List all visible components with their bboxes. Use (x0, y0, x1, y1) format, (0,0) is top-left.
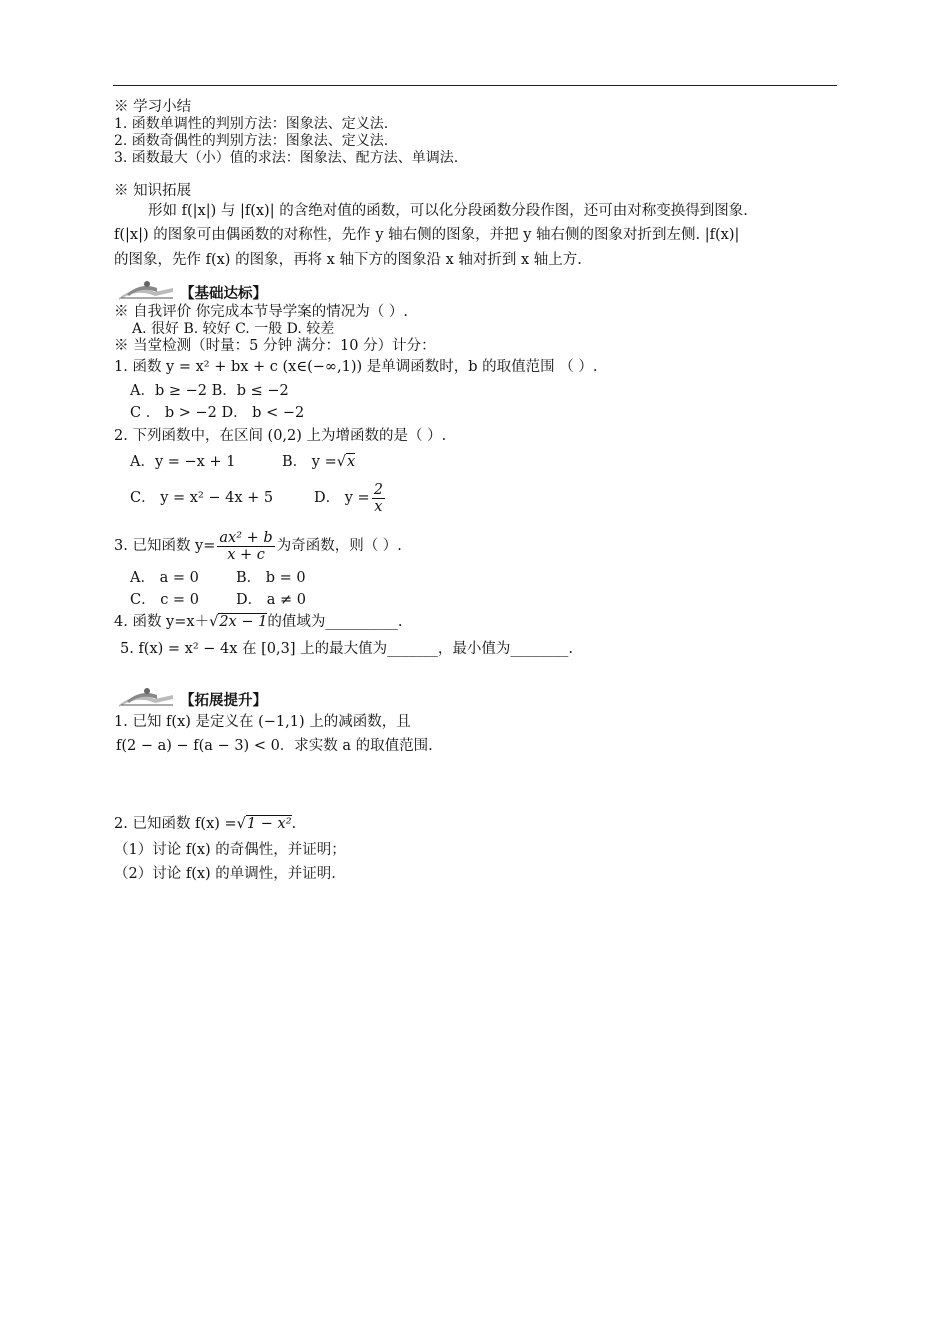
test-info-line: ※ 当堂检测（时量：5 分钟 满分：10 分）计分： (114, 338, 436, 354)
summary-heading: ※ 学习小结 (114, 99, 192, 115)
advanced-section-title: 【拓展提升】 (180, 692, 267, 709)
extension-paragraph-line: 形如 f(|x|) 与 |f(x)| 的含绝对值的函数，可以化分段函数分段作图，还可由对称变换得到图象. (148, 203, 748, 219)
advanced-question-2-part-2: （2）讨论 f(x) 的单调性，并证明. (114, 866, 336, 882)
extension-heading: ※ 知识拓展 (114, 183, 192, 199)
radicand: 1 − x² (246, 816, 292, 832)
question-4-suffix: 的值域为__________. (267, 614, 403, 630)
question-2-option-d (314, 480, 387, 516)
option-label: B． y = (282, 454, 337, 470)
question-3-prefix: 3. 已知函数 y= (114, 538, 216, 554)
book-reader-icon (117, 278, 175, 300)
self-evaluation-line: ※ 自我评价 你完成本节导学案的情况为（ ）. (114, 304, 408, 320)
summary-item: 3. 函数最大（小）值的求法：图象法、配方法、单调法. (114, 150, 459, 166)
question-3-option-b: B． b = 0 (236, 570, 306, 586)
question-2-option-c: C． y = x² − 4x + 5 (130, 490, 274, 506)
question-3 (114, 528, 402, 564)
advanced-question-1-line: 1. 已知 f(x) 是定义在 (−1,1) 上的减函数，且 (114, 714, 411, 730)
question-4-prefix: 4. 函数 y=x＋ (114, 614, 210, 630)
question-2-option-a: A．y = −x + 1 (130, 454, 236, 470)
advanced-question-2-suffix: . (291, 816, 297, 832)
option-label: D． y = (314, 490, 370, 506)
radicand: 2x − 1 (219, 614, 268, 630)
question-2: 2. 下列函数中，在区间 (0,2) 上为增函数的是（ ）. (114, 428, 447, 444)
radicand: x (346, 454, 356, 470)
basic-section-title: 【基础达标】 (180, 285, 267, 302)
fraction-denominator: x (374, 498, 383, 515)
question-3-option-c: C． c = 0 (130, 592, 199, 608)
advanced-question-2: 2. 已知函数 f(x) =√1 − x². (114, 816, 297, 832)
question-4: 4. 函数 y=x＋√2x − 1的值域为__________. (114, 614, 403, 630)
fraction-numerator: ax² + b (219, 529, 273, 546)
fraction-numerator: 2 (373, 481, 383, 498)
extension-paragraph-line: f(|x|) 的图象可由偶函数的对称性，先作 y 轴右侧的图象，并把 y 轴右侧的图象对折到左侧. |f(x)| (114, 227, 740, 243)
summary-item: 2. 函数奇偶性的判别方法：图象法、定义法. (114, 133, 389, 149)
question-1: 1. 函数 y = x² + bx + c (x∈(−∞,1)) 是单调函数时，b 的取值范围 （ ）. (114, 359, 598, 375)
fraction-denominator: x + c (227, 546, 265, 563)
book-reader-icon (117, 685, 175, 707)
question-1-options-cd: C ． b > −2 D． b < −2 (130, 405, 305, 421)
question-1-options-ab: A．b ≥ −2 B．b ≤ −2 (130, 383, 289, 399)
self-evaluation-options: A. 很好 B. 较好 C. 一般 D. 较差 (132, 321, 335, 337)
question-2-option-b: B． y =√x (282, 454, 356, 470)
header-rule (113, 85, 837, 86)
question-5: 5. f(x) = x² − 4x 在 [0,3] 上的最大值为_______，最小值为________. (120, 641, 573, 657)
advanced-question-2-part-1: （1）讨论 f(x) 的奇偶性，并证明； (114, 842, 346, 858)
advanced-question-1-line: f(2 − a) − f(a − 3) < 0．求实数 a 的取值范围. (116, 738, 433, 754)
advanced-question-2-prefix: 2. 已知函数 f(x) = (114, 816, 237, 832)
question-3-option-d: D． a ≠ 0 (236, 592, 306, 608)
question-3-suffix: 为奇函数，则（ ）. (276, 538, 402, 554)
extension-paragraph-line: 的图象，先作 f(x) 的图象，再将 x 轴下方的图象沿 x 轴对折到 x 轴上方. (114, 252, 582, 268)
question-3-option-a: A． a = 0 (130, 570, 199, 586)
summary-item: 1. 函数单调性的判别方法：图象法、定义法. (114, 116, 389, 132)
